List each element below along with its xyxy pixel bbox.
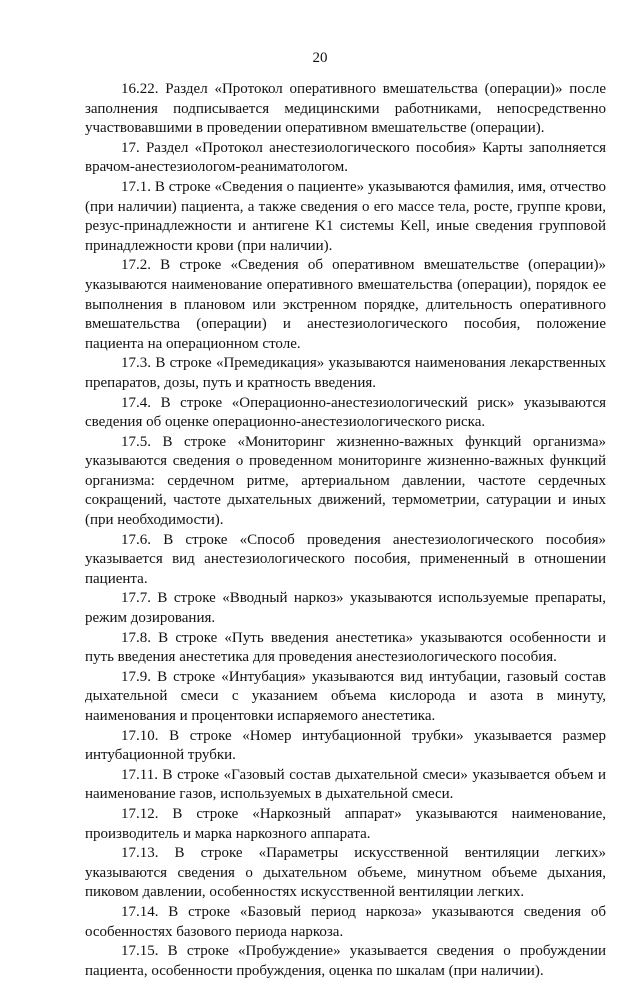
paragraph-16-22: 16.22. Раздел «Протокол оперативного вмешательства (операции)» после заполнения подписывается медицинскими работниками, непосредственно участвовавшими в проведении оперативном вмешательстве (операции). — [85, 81, 606, 137]
document-body — [85, 80, 606, 981]
paragraph-17-10: 17.10. В строке «Номер интубационной трубки» указывается размер интубационной трубки. — [85, 727, 606, 764]
paragraph-17-12: 17.12. В строке «Наркозный аппарат» указываются наименование, производитель и марка наркозного аппарата. — [85, 805, 606, 842]
paragraph-17-13: 17.13. В строке «Параметры искусственной вентиляции легких» указываются сведения о дыхательном объеме, минутном объеме дыхания, пиковом давлении, особенностях искусственной вентиляции легких. — [85, 845, 606, 901]
paragraph-17: 17. Раздел «Протокол анестезиологического пособия» Карты заполняется врачом-анестезиологом-реаниматологом. — [85, 139, 606, 176]
paragraph-17-9: 17.9. В строке «Интубация» указываются вид интубации, газовый состав дыхательной смеси с указанием объема кислорода и азота в минуту, наименования и процентовки испаряемого анестетика. — [85, 668, 606, 724]
paragraph-17-4: 17.4. В строке «Операционно-анестезиологический риск» указываются сведения об оценке операционно-анестезиологического риска. — [85, 394, 606, 431]
page-number: 20 — [312, 50, 328, 66]
paragraph-17-7: 17.7. В строке «Вводный наркоз» указываются используемые препараты, режим дозирования. — [85, 590, 606, 627]
paragraph-17-5: 17.5. В строке «Мониторинг жизненно-важных функций организма» указываются сведения о проведенном мониторинге жизненно-важных функций организма: сердечном ритме, артериальном давлении, частоте сердечных сокращений, частоте дыхательных движений, термометрии, сатурации и иных (при необходимости). — [85, 433, 606, 529]
paragraph-17-15: 17.15. В строке «Пробуждение» указывается сведения о пробуждении пациента, особенности пробуждения, оценка по шкалам (при наличии). — [85, 943, 606, 979]
paragraph-17-11: 17.11. В строке «Газовый состав дыхательной смеси» указывается объем и наименование газов, используемых в дыхательной смеси. — [85, 766, 606, 803]
paragraph-17-6: 17.6. В строке «Способ проведения анестезиологического пособия» указывается вид анестезиологического пособия, примененный в отношении пациента. — [85, 531, 606, 587]
paragraph-17-3: 17.3. В строке «Премедикация» указываются наименования лекарственных препаратов, дозы, путь и кратность введения. — [85, 355, 606, 391]
paragraph-17-1: 17.1. В строке «Сведения о пациенте» указываются фамилия, имя, отчество (при наличии) пациента, а также сведения о его массе тела, росте, группе крови, резус-принадлежности и антигене K1 системы Kell, иные сведения групповой принадлежности крови (при наличии). — [85, 178, 606, 254]
paragraph-17-2: 17.2. В строке «Сведения об оперативном вмешательстве (операции)» указываются наименование оперативного вмешательства (операции), порядок ее выполнения в плановом или экстренном порядке, длительность оперативного вмешательства (операции) и анестезиологического пособия, положение пациента на операционном столе. — [85, 257, 606, 352]
paragraph-17-14: 17.14. В строке «Базовый период наркоза» указываются сведения об особенностях базового периода наркоза. — [85, 903, 606, 940]
paragraph-17-8: 17.8. В строке «Путь введения анестетика» указываются особенности и путь введения анестетика для проведения анестезиологического пособия. — [85, 629, 606, 666]
